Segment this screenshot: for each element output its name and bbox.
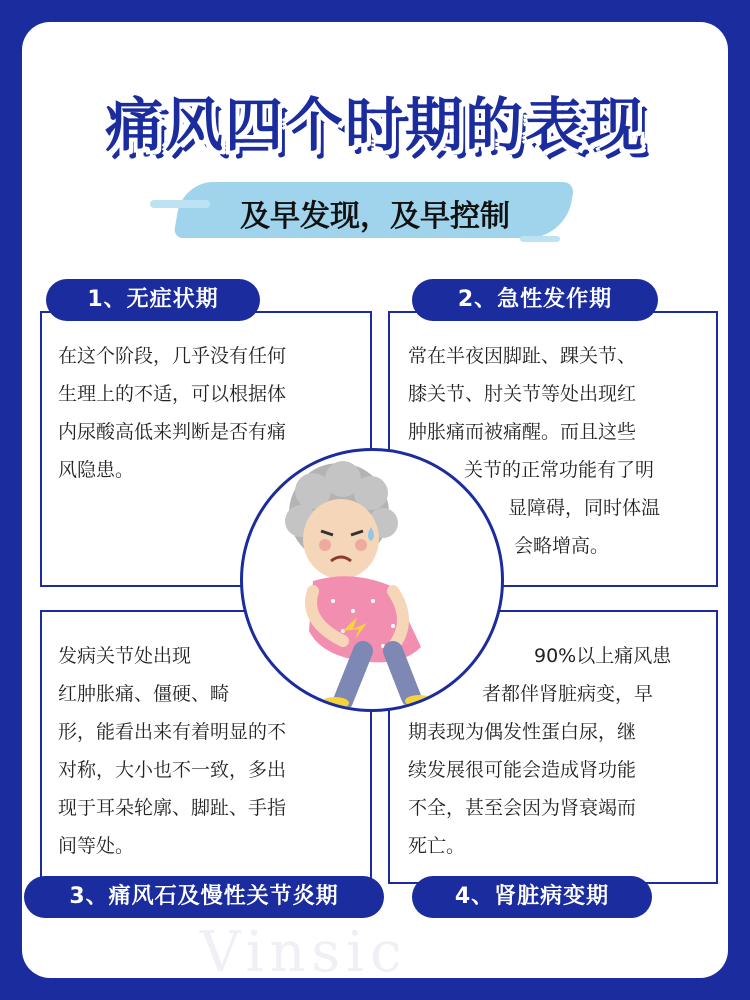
brush-splash [520,236,560,242]
text-line: 不全，甚至会因为肾衰竭而 [408,797,637,819]
text-line: 关节的正常功能有了明 [464,459,655,481]
stage-3-label: 3、痛风石及慢性关节炎期 [24,876,384,918]
text-line: 间等处。 [58,835,135,857]
elderly-woman-knee-pain-illustration [240,448,504,712]
text-line: 期表现为偶发性蛋白尿，继 [408,721,637,743]
text-line: 发病关节处出现 [58,645,192,667]
watermark: Vinsic [200,920,408,985]
text-line: 形，能看出来有着明显的不 [58,721,287,743]
text-line: 90%以上痛风患 [534,645,672,667]
text-line: 红肿胀痛、僵硬、畸 [58,683,230,705]
text-line: 对称，大小也不一致，多出 [58,759,287,781]
text-line: 膝关节、肘关节等处出现红 [408,383,637,405]
text-line: 者都伴肾脏病变，早 [482,683,654,705]
text-line: 续发展很可能会造成肾功能 [408,759,637,781]
stage-2-label: 2、急性发作期 [412,279,658,321]
text-line: 生理上的不适，可以根据体 [58,383,287,405]
text-line: 风隐患。 [58,459,135,481]
text-line: 现于耳朵轮廓、脚趾、手指 [58,797,287,819]
text-line: 内尿酸高低来判断是否有痛 [58,421,287,443]
text-line: 常在半夜因脚趾、踝关节、 [408,345,637,367]
text-line: 会略增高。 [514,535,610,557]
text-line: 肿胀痛而被痛醒。而且这些 [408,421,637,443]
stage-1-label: 1、无症状期 [46,279,260,321]
page-title: 痛风四个时期的表现 [104,91,645,159]
page-subtitle: 及早发现，及早控制 [240,199,510,234]
text-line: 显障碍，同时体温 [508,497,661,519]
text-line: 在这个阶段，几乎没有任何 [58,345,287,367]
text-line: 死亡。 [408,835,466,857]
woman-illustration-svg [243,451,501,709]
stage-4-label: 4、肾脏病变期 [412,876,652,918]
